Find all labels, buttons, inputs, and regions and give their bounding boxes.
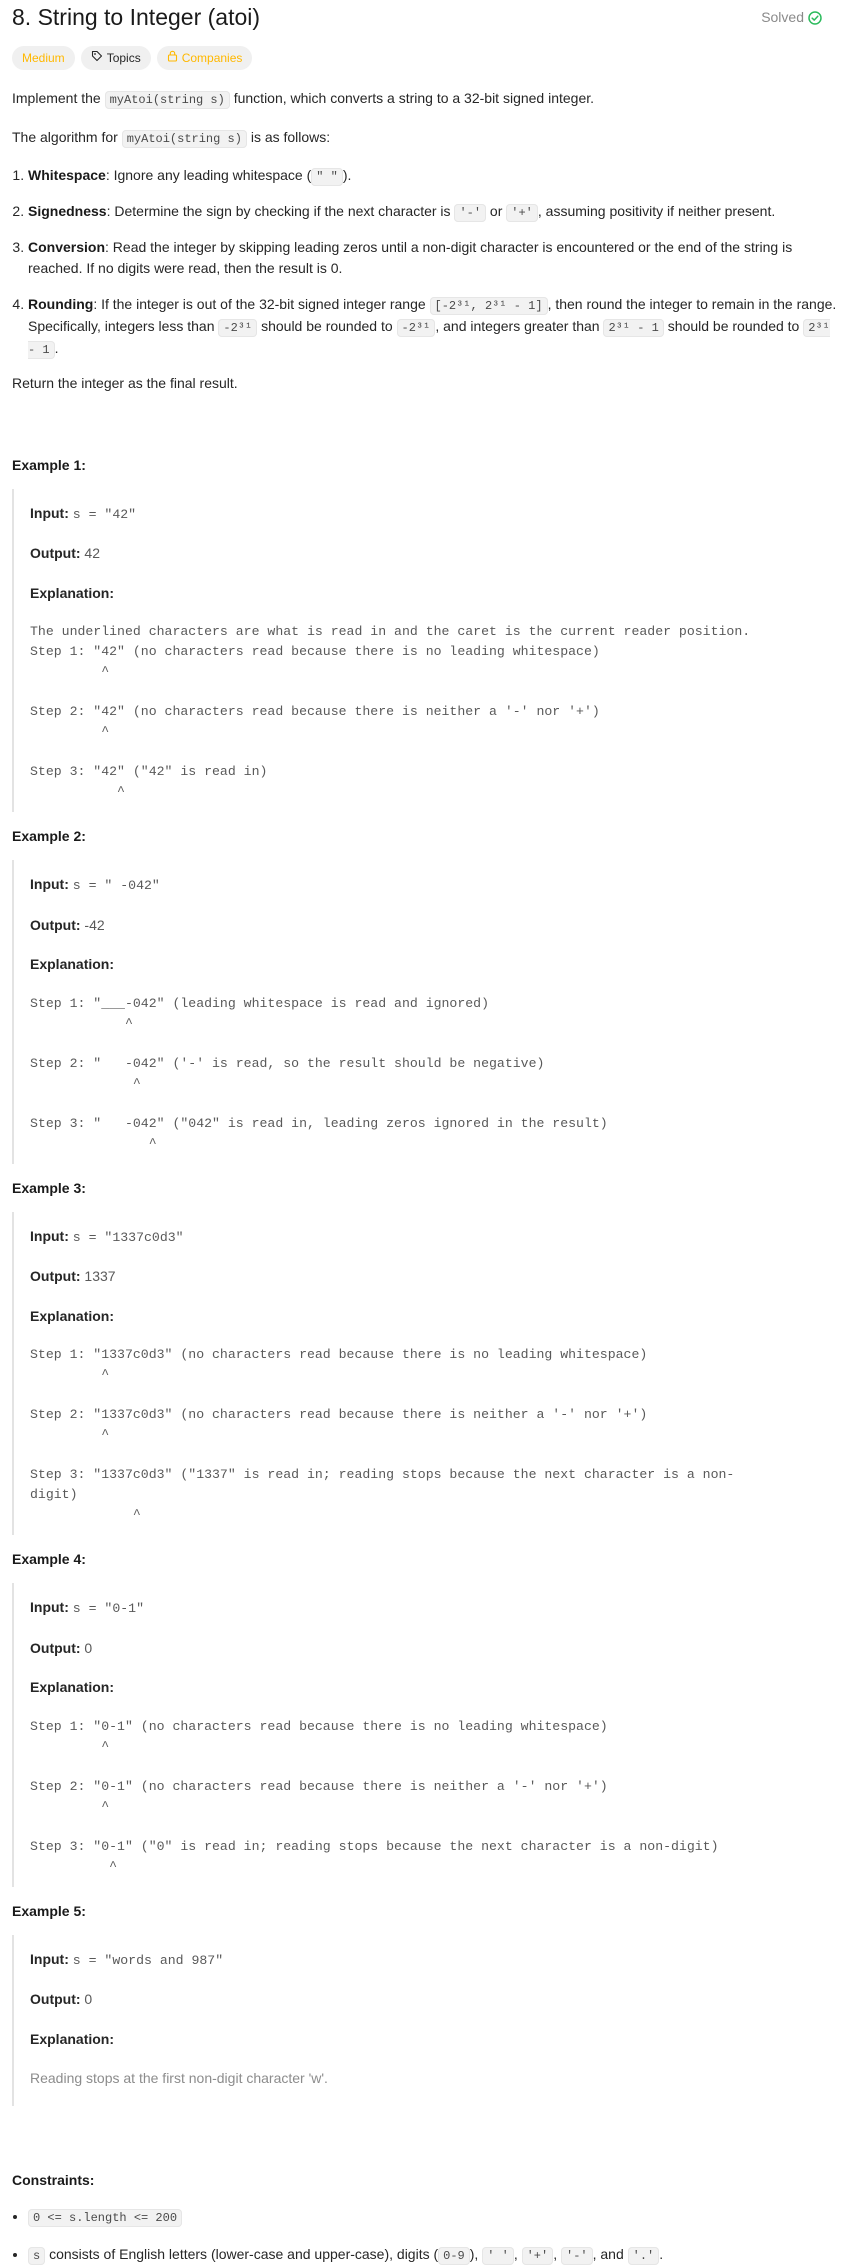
example-explanation [30,1306,842,1328]
example-output [30,915,842,937]
inline-code: '-' [454,204,486,222]
example-explanation [30,583,842,605]
inline-code: 2³¹ - 1 [603,319,663,337]
example-output [30,1266,842,1288]
rule-text: . [54,339,59,356]
rule-text: : Read the integer by skipping leading zeros until a non-digit character is encountered or the end of the string is reached. If no digits were read, then the result is 0. [28,238,793,277]
explanation-label: Explanation: [30,956,115,973]
output-label: Output: [30,1639,81,1656]
rule-term: Conversion [28,238,106,255]
rule-signedness [28,201,842,223]
output-value: 42 [84,545,100,562]
example-explanation [30,1677,842,1699]
example-input [30,1226,842,1248]
inline-code: '.' [628,2247,660,2265]
intro-paragraph-1 [12,88,842,110]
example-3 [12,1212,842,1536]
lock-icon [167,49,178,68]
input-value: s = "42" [72,506,137,522]
solved-label: Solved [761,9,804,26]
input-label: Input: [30,1950,69,1967]
explanation-line: Step 1: "___-042" (leading whitespace is read and ignored) ^ [30,995,489,1031]
output-label: Output: [30,545,81,562]
explanation-steps [30,994,842,1154]
output-value: 0 [84,1991,93,2008]
explanation-label: Explanation: [30,2030,115,2047]
example-5 [12,1935,842,2107]
outro-paragraph: Return the integer as the final result. [12,375,238,392]
rule-text: should be rounded to [663,317,804,334]
input-value: s = "1337c0d3" [72,1229,184,1245]
input-value: s = "words and 987" [72,1952,224,1968]
example-3-title: Example 3: [12,1179,86,1196]
rule-term: Whitespace [28,167,106,184]
example-input [30,874,842,896]
inline-code: " " [311,168,343,186]
constraint-text: ), [469,2245,483,2262]
output-value: 1337 [84,1268,116,1285]
input-value: s = " -042" [72,878,160,894]
difficulty-badge[interactable]: Medium [12,46,75,70]
explanation-line: Step 3: "0-1" ("0" is read in; reading stops because the next character is a non-digit) ^ [30,1838,719,1874]
constraint-text: , [513,2245,522,2262]
inline-code: s [28,2247,45,2265]
companies-label: Companies [181,50,243,65]
inline-code: 0-9 [438,2247,470,2265]
inline-code: myAtoi(string s) [122,130,247,148]
rule-text: : If the integer is out of the 32-bit signed integer range [93,296,430,313]
intro-text: is as follows: [246,128,331,145]
output-value: 0 [84,1639,93,1656]
explanation-line: Step 3: "1337c0d3" ("1337" is read in; reading stops because the next character is a non- digit) ^ [30,1467,735,1523]
explanation-line: Step 3: "42" ("42" is read in) ^ [30,764,268,800]
rule-rounding [28,294,842,359]
example-2 [12,860,842,1164]
example-explanation [30,954,842,976]
explanation-line: Step 2: "0-1" (no characters read because there is neither a '-' nor '+') ^ [30,1778,608,1814]
example-output [30,1989,842,2011]
inline-code: [-2³¹, 2³¹ - 1] [430,297,548,315]
rule-term: Rounding [28,296,94,313]
input-label: Input: [30,504,69,521]
example-4 [12,1583,842,1887]
solved-status [761,7,842,29]
explanation-label: Explanation: [30,584,115,601]
rule-text: : Determine the sign by checking if the next character is [106,203,455,220]
example-output [30,1638,842,1660]
explanation-steps [30,1345,842,1525]
explanation-label: Explanation: [30,1679,115,1696]
check-circle-icon [808,11,822,25]
output-label: Output: [30,916,81,933]
output-label: Output: [30,1268,81,1285]
rule-conversion [28,237,842,280]
constraint-text: , and [592,2245,628,2262]
output-value: -42 [84,916,105,933]
explanation-line: Step 1: "1337c0d3" (no characters read because there is no leading whitespace) ^ [30,1347,648,1383]
explanation-label: Explanation: [30,1307,115,1324]
rule-text: , and integers greater than [435,317,604,334]
explanation-line: Step 1: "0-1" (no characters read because there is no leading whitespace) ^ [30,1718,608,1754]
inline-code: ' ' [482,2247,514,2265]
companies-button[interactable] [157,46,253,70]
rule-text: ). [342,167,352,184]
input-label: Input: [30,1599,69,1616]
problem-title[interactable]: 8. String to Integer (atoi) [12,4,261,31]
explanation-line: Step 3: " -042" ("042" is read in, leading zeros ignored in the result) ^ [30,1115,608,1151]
explanation-line: Step 1: "42" (no characters read because there is no leading whitespace) ^ [30,644,600,680]
intro-text: The algorithm for [12,128,122,145]
inline-code: '+' [506,204,538,222]
inline-code: -2³¹ [218,319,257,337]
constraint-text: . [659,2245,664,2262]
explanation-line: Step 2: " -042" ('-' is read, so the result should be negative) ^ [30,1055,545,1091]
intro-text: Implement the [12,90,105,106]
explanation-line: Step 2: "42" (no characters read because there is neither a '-' nor '+') ^ [30,704,600,740]
tag-row [12,46,842,70]
intro-paragraph-2 [12,127,842,149]
example-2-title: Example 2: [12,828,86,845]
constraint-text: consists of English letters (lower-case and upper-case), digits ( [45,2245,439,2262]
topics-button[interactable] [81,46,151,70]
explanation-steps [30,1717,842,1877]
example-5-title: Example 5: [12,1902,86,1919]
example-1-title: Example 1: [12,456,86,473]
intro-text: function, which converts a string to a 32-bit signed integer. [229,90,595,106]
inline-code: '-' [561,2247,593,2265]
constraint-text: , [553,2245,561,2262]
tag-icon [91,49,103,68]
title-row [12,0,842,36]
rule-text: : Ignore any leading whitespace ( [105,167,312,184]
constraint-item [28,2206,842,2228]
example-1 [12,489,842,813]
algorithm-steps [12,165,842,359]
explanation-line: The underlined characters are what is read in and the caret is the current reader position. [30,624,751,640]
example-4-title: Example 4: [12,1551,86,1568]
inline-code: 0 <= s.length <= 200 [28,2209,182,2227]
rule-whitespace [28,165,842,187]
explanation-line: Step 2: "1337c0d3" (no characters read because there is neither a '-' nor '+') ^ [30,1407,648,1443]
inline-code: '+' [522,2247,554,2265]
explanation-steps [30,622,842,802]
rule-term: Signedness [28,203,107,220]
example-output [30,543,842,565]
rule-text: , then round the integer to remain in the range. Specifically, integers less than [28,296,837,334]
explanation-text: Reading stops at the first non-digit character 'w'. [30,2070,328,2087]
constraints-list [12,2206,842,2265]
input-label: Input: [30,876,69,893]
inline-code: -2³¹ [397,319,436,337]
constraints-title: Constraints: [12,2172,95,2189]
example-input [30,1597,842,1619]
input-value: s = "0-1" [72,1601,144,1617]
rule-text: should be rounded to [257,317,397,334]
output-label: Output: [30,1991,81,2008]
example-explanation [30,2029,842,2051]
topics-label: Topics [106,50,141,65]
inline-code: myAtoi(string s) [105,91,230,109]
inline-code: 2³¹ - 1 [28,320,830,357]
rule-text: or [486,203,507,220]
example-input [30,503,842,525]
constraint-item [28,2244,842,2265]
example-input [30,1949,842,1971]
rule-text: , assuming positivity if neither present. [537,203,776,220]
input-label: Input: [30,1227,69,1244]
